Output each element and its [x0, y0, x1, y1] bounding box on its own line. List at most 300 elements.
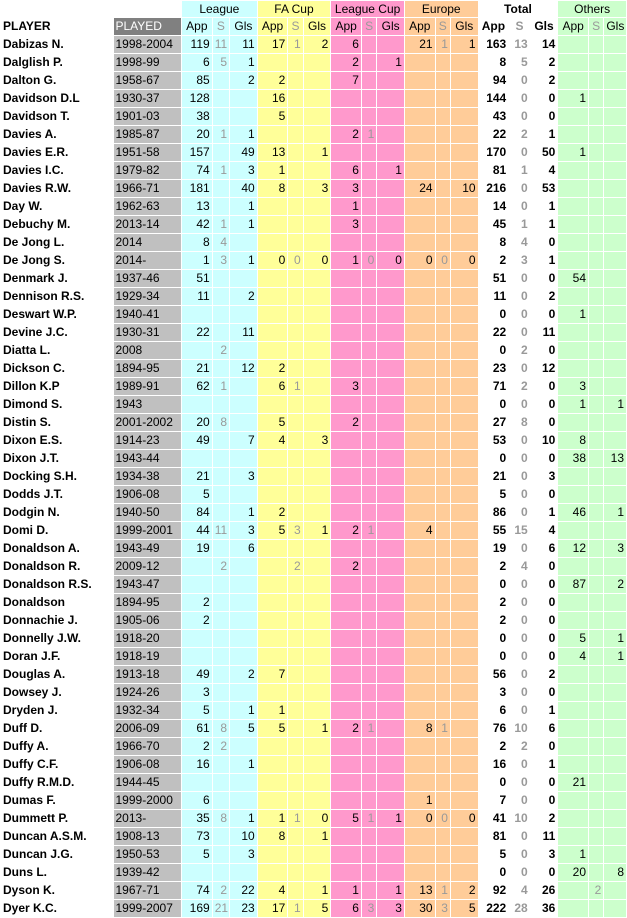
eu-gls-cell: 10 [450, 180, 478, 198]
total-app-cell: 5 [478, 486, 509, 504]
lc-app-cell [331, 342, 362, 360]
others-gls-cell [604, 162, 627, 180]
lc-app-cell [331, 864, 362, 882]
table-row [1, 324, 627, 342]
eu-s-cell [435, 630, 450, 648]
fa-s-cell [288, 270, 303, 288]
league-gls-cell: 2 [230, 72, 258, 90]
eu-app-cell: 8 [404, 720, 435, 738]
league-s-cell [212, 774, 229, 792]
lc-app-header: App [331, 18, 362, 36]
table-row [1, 648, 627, 666]
league-gls-cell [230, 558, 258, 576]
league-s-cell [212, 612, 229, 630]
others-gls-cell [604, 342, 627, 360]
eu-app-cell [404, 126, 435, 144]
eu-app-cell [404, 396, 435, 414]
lc-s-cell [361, 306, 376, 324]
others-gls-cell [604, 684, 627, 702]
others-s-cell [589, 720, 604, 738]
lc-app-cell [331, 756, 362, 774]
player-name-cell: Distin S. [1, 414, 114, 432]
others-s-cell [589, 612, 604, 630]
total-app-cell: 86 [478, 504, 509, 522]
fa-gls-cell: 1 [303, 828, 331, 846]
table-row [1, 108, 627, 126]
eu-s-cell [435, 378, 450, 396]
fa-gls-cell: 1 [303, 522, 331, 540]
total-app-cell: 144 [478, 90, 509, 108]
lc-app-cell [331, 288, 362, 306]
eu-app-cell: 0 [404, 252, 435, 270]
fa-gls-cell [303, 576, 331, 594]
eu-app-cell [404, 144, 435, 162]
fa-gls-cell [303, 378, 331, 396]
fa-app-cell: 1 [257, 810, 288, 828]
lc-gls-cell [377, 702, 405, 720]
fa-gls-cell [303, 270, 331, 288]
played-years-cell: 1901-03 [113, 108, 182, 126]
played-years-cell: 1943-49 [113, 540, 182, 558]
player-name-cell: Denmark J. [1, 270, 114, 288]
lc-s-cell [361, 666, 376, 684]
fa-gls-cell [303, 108, 331, 126]
played-years-cell: 1894-95 [113, 360, 182, 378]
player-name-cell: Dixon J.T. [1, 450, 114, 468]
total-s-cell: 0 [509, 630, 530, 648]
table-row [1, 666, 627, 684]
total-app-cell: 0 [478, 630, 509, 648]
player-name-cell: Dimond S. [1, 396, 114, 414]
fa-app-cell [257, 792, 288, 810]
total-s-cell: 0 [509, 144, 530, 162]
lc-s-cell [361, 324, 376, 342]
total-s-cell: 0 [509, 612, 530, 630]
lc-s-cell: 0 [361, 252, 376, 270]
player-name-cell: Donnelly J.W. [1, 630, 114, 648]
eu-s-cell [435, 864, 450, 882]
others-app-cell [558, 666, 589, 684]
total-gls-cell: 36 [530, 900, 558, 918]
total-gls-cell: 6 [530, 540, 558, 558]
eu-app-cell [404, 702, 435, 720]
total-gls-cell: 26 [530, 882, 558, 900]
league-s-cell: 4 [212, 234, 229, 252]
others-s-cell [589, 792, 604, 810]
eu-s-cell [435, 432, 450, 450]
fa-gls-cell [303, 54, 331, 72]
eu-app-cell [404, 234, 435, 252]
lc-gls-cell: 1 [377, 162, 405, 180]
player-name-cell: Duffy R.M.D. [1, 774, 114, 792]
played-years-cell: 1943 [113, 396, 182, 414]
total-gls-cell: 12 [530, 360, 558, 378]
eu-s-cell [435, 702, 450, 720]
eu-s-cell [435, 180, 450, 198]
others-gls-cell [604, 738, 627, 756]
table-row [1, 522, 627, 540]
player-name-cell: Duns L. [1, 864, 114, 882]
fa-gls-cell: 3 [303, 432, 331, 450]
lc-app-cell: 1 [331, 882, 362, 900]
total-gls-cell: 0 [530, 342, 558, 360]
eu-app-cell [404, 738, 435, 756]
fa-app-cell: 5 [257, 522, 288, 540]
lc-gls-cell: 0 [377, 252, 405, 270]
others-gls-cell [604, 882, 627, 900]
total-s-cell: 0 [509, 648, 530, 666]
table-row [1, 72, 627, 90]
league-gls-cell [230, 450, 258, 468]
others-gls-cell [604, 54, 627, 72]
league-gls-cell: 23 [230, 900, 258, 918]
fa-gls-cell [303, 162, 331, 180]
played-years-cell: 1943-44 [113, 450, 182, 468]
fa-s-cell [288, 144, 303, 162]
others-s-cell [589, 72, 604, 90]
lc-s-cell [361, 468, 376, 486]
eu-s-cell [435, 90, 450, 108]
lc-app-cell: 6 [331, 900, 362, 918]
lc-gls-cell [377, 756, 405, 774]
eu-app-cell [404, 378, 435, 396]
lc-gls-cell [377, 594, 405, 612]
league-gls-cell: 1 [230, 702, 258, 720]
eu-s-cell [435, 342, 450, 360]
total-app-cell: 0 [478, 864, 509, 882]
lc-s-cell [361, 450, 376, 468]
player-column-header: PLAYER [1, 18, 114, 36]
lc-gls-header: Gls [377, 18, 405, 36]
lc-app-cell [331, 432, 362, 450]
eu-gls-header: Gls [450, 18, 478, 36]
total-gls-cell: 4 [530, 162, 558, 180]
lc-app-cell: 5 [331, 810, 362, 828]
eu-s-cell [435, 216, 450, 234]
fa-s-cell [288, 360, 303, 378]
lc-app-cell [331, 774, 362, 792]
total-gls-cell: 0 [530, 396, 558, 414]
league-s-cell [212, 666, 229, 684]
league-s-cell [212, 486, 229, 504]
total-gls-cell: 1 [530, 126, 558, 144]
played-years-cell: 1940-41 [113, 306, 182, 324]
others-gls-cell [604, 774, 627, 792]
fa-gls-cell: 1 [303, 720, 331, 738]
total-s-cell: 4 [509, 882, 530, 900]
others-gls-cell [604, 72, 627, 90]
others-app-cell: 5 [558, 630, 589, 648]
fa-s-cell [288, 324, 303, 342]
lc-s-cell [361, 288, 376, 306]
league-app-cell: 74 [182, 162, 213, 180]
lc-app-cell: 3 [331, 180, 362, 198]
league-app-cell: 2 [182, 738, 213, 756]
others-gls-cell [604, 234, 627, 252]
league-gls-cell: 2 [230, 288, 258, 306]
table-row [1, 90, 627, 108]
league-app-cell: 20 [182, 414, 213, 432]
eu-gls-cell [450, 522, 478, 540]
table-row [1, 360, 627, 378]
lc-gls-cell [377, 414, 405, 432]
played-column-header: PLAYED [113, 18, 182, 36]
total-s-cell: 0 [509, 180, 530, 198]
league-app-cell: 8 [182, 234, 213, 252]
league-s-cell: 11 [212, 522, 229, 540]
total-s-cell: 0 [509, 288, 530, 306]
fa-app-cell: 2 [257, 504, 288, 522]
lc-gls-cell [377, 684, 405, 702]
lc-gls-cell [377, 396, 405, 414]
eu-gls-cell [450, 288, 478, 306]
eu-s-cell [435, 360, 450, 378]
fa-s-cell [288, 576, 303, 594]
lc-s-cell [361, 504, 376, 522]
total-s-cell: 0 [509, 270, 530, 288]
total-gls-cell: 0 [530, 612, 558, 630]
table-row [1, 594, 627, 612]
lc-gls-cell [377, 72, 405, 90]
others-gls-cell [604, 486, 627, 504]
eu-gls-cell [450, 396, 478, 414]
fa-s-cell [288, 864, 303, 882]
total-s-cell: 28 [509, 900, 530, 918]
eu-app-cell: 1 [404, 792, 435, 810]
lc-s-cell [361, 630, 376, 648]
eu-app-cell [404, 666, 435, 684]
league-app-cell: 3 [182, 684, 213, 702]
total-app-cell: 0 [478, 396, 509, 414]
league-s-cell: 2 [212, 342, 229, 360]
played-years-cell: 1914-23 [113, 432, 182, 450]
total-s-cell: 0 [509, 360, 530, 378]
fa-app-cell: 1 [257, 702, 288, 720]
eu-gls-cell [450, 558, 478, 576]
others-s-cell [589, 828, 604, 846]
others-app-cell [558, 36, 589, 54]
lc-gls-cell [377, 270, 405, 288]
fa-app-cell [257, 738, 288, 756]
league-app-cell [182, 558, 213, 576]
player-name-cell: Dyer K.C. [1, 900, 114, 918]
league-app-cell: 21 [182, 360, 213, 378]
lc-app-cell [331, 594, 362, 612]
fa-app-cell [257, 864, 288, 882]
lc-gls-cell: 1 [377, 810, 405, 828]
lc-app-cell [331, 486, 362, 504]
others-app-cell [558, 360, 589, 378]
total-app-cell: 22 [478, 126, 509, 144]
others-app-cell: 20 [558, 864, 589, 882]
others-gls-cell [604, 90, 627, 108]
league-s-cell [212, 594, 229, 612]
others-app-cell [558, 486, 589, 504]
fa-app-cell: 4 [257, 882, 288, 900]
others-app-cell [558, 288, 589, 306]
fa-gls-cell [303, 450, 331, 468]
table-row [1, 684, 627, 702]
fa-gls-cell [303, 864, 331, 882]
league-s-cell [212, 702, 229, 720]
lc-app-cell [331, 666, 362, 684]
played-years-cell: 1943-47 [113, 576, 182, 594]
lc-gls-cell [377, 90, 405, 108]
played-years-cell: 1918-19 [113, 648, 182, 666]
eu-s-cell [435, 270, 450, 288]
fa-s-cell [288, 756, 303, 774]
lc-s-cell [361, 108, 376, 126]
others-gls-cell [604, 306, 627, 324]
others-app-cell: 12 [558, 540, 589, 558]
fa-s-cell [288, 648, 303, 666]
eu-gls-cell [450, 774, 478, 792]
fa-app-cell [257, 756, 288, 774]
eu-s-cell [435, 612, 450, 630]
fa-s-cell: 3 [288, 522, 303, 540]
others-gls-cell [604, 378, 627, 396]
others-app-cell: 1 [558, 846, 589, 864]
player-name-cell: Davies A. [1, 126, 114, 144]
lc-app-cell [331, 630, 362, 648]
league-app-cell: 35 [182, 810, 213, 828]
table-row [1, 486, 627, 504]
played-years-cell: 2006-09 [113, 720, 182, 738]
fa-gls-cell [303, 774, 331, 792]
league-app-cell: 21 [182, 468, 213, 486]
total-s-cell: 0 [509, 198, 530, 216]
lc-app-cell: 2 [331, 522, 362, 540]
total-gls-cell: 11 [530, 828, 558, 846]
lc-gls-cell [377, 432, 405, 450]
total-s-cell: 4 [509, 234, 530, 252]
eu-gls-cell [450, 144, 478, 162]
total-app-cell: 76 [478, 720, 509, 738]
league-app-cell: 11 [182, 288, 213, 306]
played-years-cell: 1940-50 [113, 504, 182, 522]
eu-app-cell [404, 540, 435, 558]
lc-app-cell [331, 738, 362, 756]
league-s-cell [212, 630, 229, 648]
fa-s-cell [288, 90, 303, 108]
eu-app-cell [404, 72, 435, 90]
fa-s-cell [288, 540, 303, 558]
lc-app-cell: 2 [331, 558, 362, 576]
total-app-cell: 19 [478, 540, 509, 558]
others-app-cell [558, 468, 589, 486]
fa-app-cell [257, 558, 288, 576]
league-app-cell: 5 [182, 486, 213, 504]
league-s-cell [212, 288, 229, 306]
player-name-cell: Duncan J.G. [1, 846, 114, 864]
eu-gls-cell [450, 432, 478, 450]
fa-s-cell [288, 216, 303, 234]
fa-s-cell [288, 720, 303, 738]
lc-gls-cell [377, 216, 405, 234]
others-gls-cell [604, 360, 627, 378]
played-years-cell: 2009-12 [113, 558, 182, 576]
fa-app-cell [257, 774, 288, 792]
lc-s-cell [361, 594, 376, 612]
total-s-cell: 0 [509, 108, 530, 126]
lc-gls-cell [377, 468, 405, 486]
total-app-cell: 216 [478, 180, 509, 198]
played-years-cell: 1999-2000 [113, 792, 182, 810]
league-gls-cell: 40 [230, 180, 258, 198]
others-gls-cell [604, 846, 627, 864]
table-row [1, 558, 627, 576]
eu-gls-cell [450, 468, 478, 486]
total-s-cell: 0 [509, 594, 530, 612]
lc-s-cell [361, 378, 376, 396]
others-gls-cell [604, 324, 627, 342]
table-row [1, 306, 627, 324]
league-app-cell: 49 [182, 666, 213, 684]
eu-app-cell [404, 288, 435, 306]
others-app-cell [558, 342, 589, 360]
table-row [1, 504, 627, 522]
others-app-cell [558, 234, 589, 252]
eu-gls-cell [450, 486, 478, 504]
played-years-cell: 1985-87 [113, 126, 182, 144]
others-s-cell [589, 450, 604, 468]
league-gls-cell: 3 [230, 162, 258, 180]
table-row [1, 126, 627, 144]
corner-cell [1, 1, 114, 18]
lc-s-cell [361, 846, 376, 864]
eu-s-cell [435, 486, 450, 504]
fa-app-cell [257, 846, 288, 864]
others-s-cell [589, 90, 604, 108]
league-gls-cell [230, 378, 258, 396]
table-row [1, 378, 627, 396]
total-app-cell: 6 [478, 702, 509, 720]
total-gls-cell: 1 [530, 216, 558, 234]
lc-gls-cell [377, 324, 405, 342]
eu-s-cell [435, 684, 450, 702]
others-app-cell: 38 [558, 450, 589, 468]
others-app-cell [558, 108, 589, 126]
others-gls-cell [604, 252, 627, 270]
league-s-cell [212, 198, 229, 216]
fa-gls-cell: 0 [303, 252, 331, 270]
lc-app-cell [331, 612, 362, 630]
table-row [1, 396, 627, 414]
eu-gls-cell: 1 [450, 36, 478, 54]
total-app-cell: 2 [478, 738, 509, 756]
others-s-cell [589, 432, 604, 450]
others-s-cell [589, 864, 604, 882]
others-app-cell [558, 828, 589, 846]
league-app-cell: 6 [182, 54, 213, 72]
lc-app-cell: 1 [331, 252, 362, 270]
eu-s-cell [435, 396, 450, 414]
player-name-cell: Dabizas N. [1, 36, 114, 54]
lc-s-cell [361, 360, 376, 378]
fa-s-cell [288, 342, 303, 360]
fa-s-cell [288, 198, 303, 216]
fa-gls-cell [303, 612, 331, 630]
league-app-cell: 85 [182, 72, 213, 90]
others-app-cell [558, 252, 589, 270]
total-gls-cell: 0 [530, 108, 558, 126]
fa-gls-cell: 5 [303, 900, 331, 918]
player-name-cell: Day W. [1, 198, 114, 216]
others-gls-cell [604, 414, 627, 432]
others-s-cell [589, 396, 604, 414]
others-gls-cell [604, 288, 627, 306]
player-name-cell: Duncan A.S.M. [1, 828, 114, 846]
